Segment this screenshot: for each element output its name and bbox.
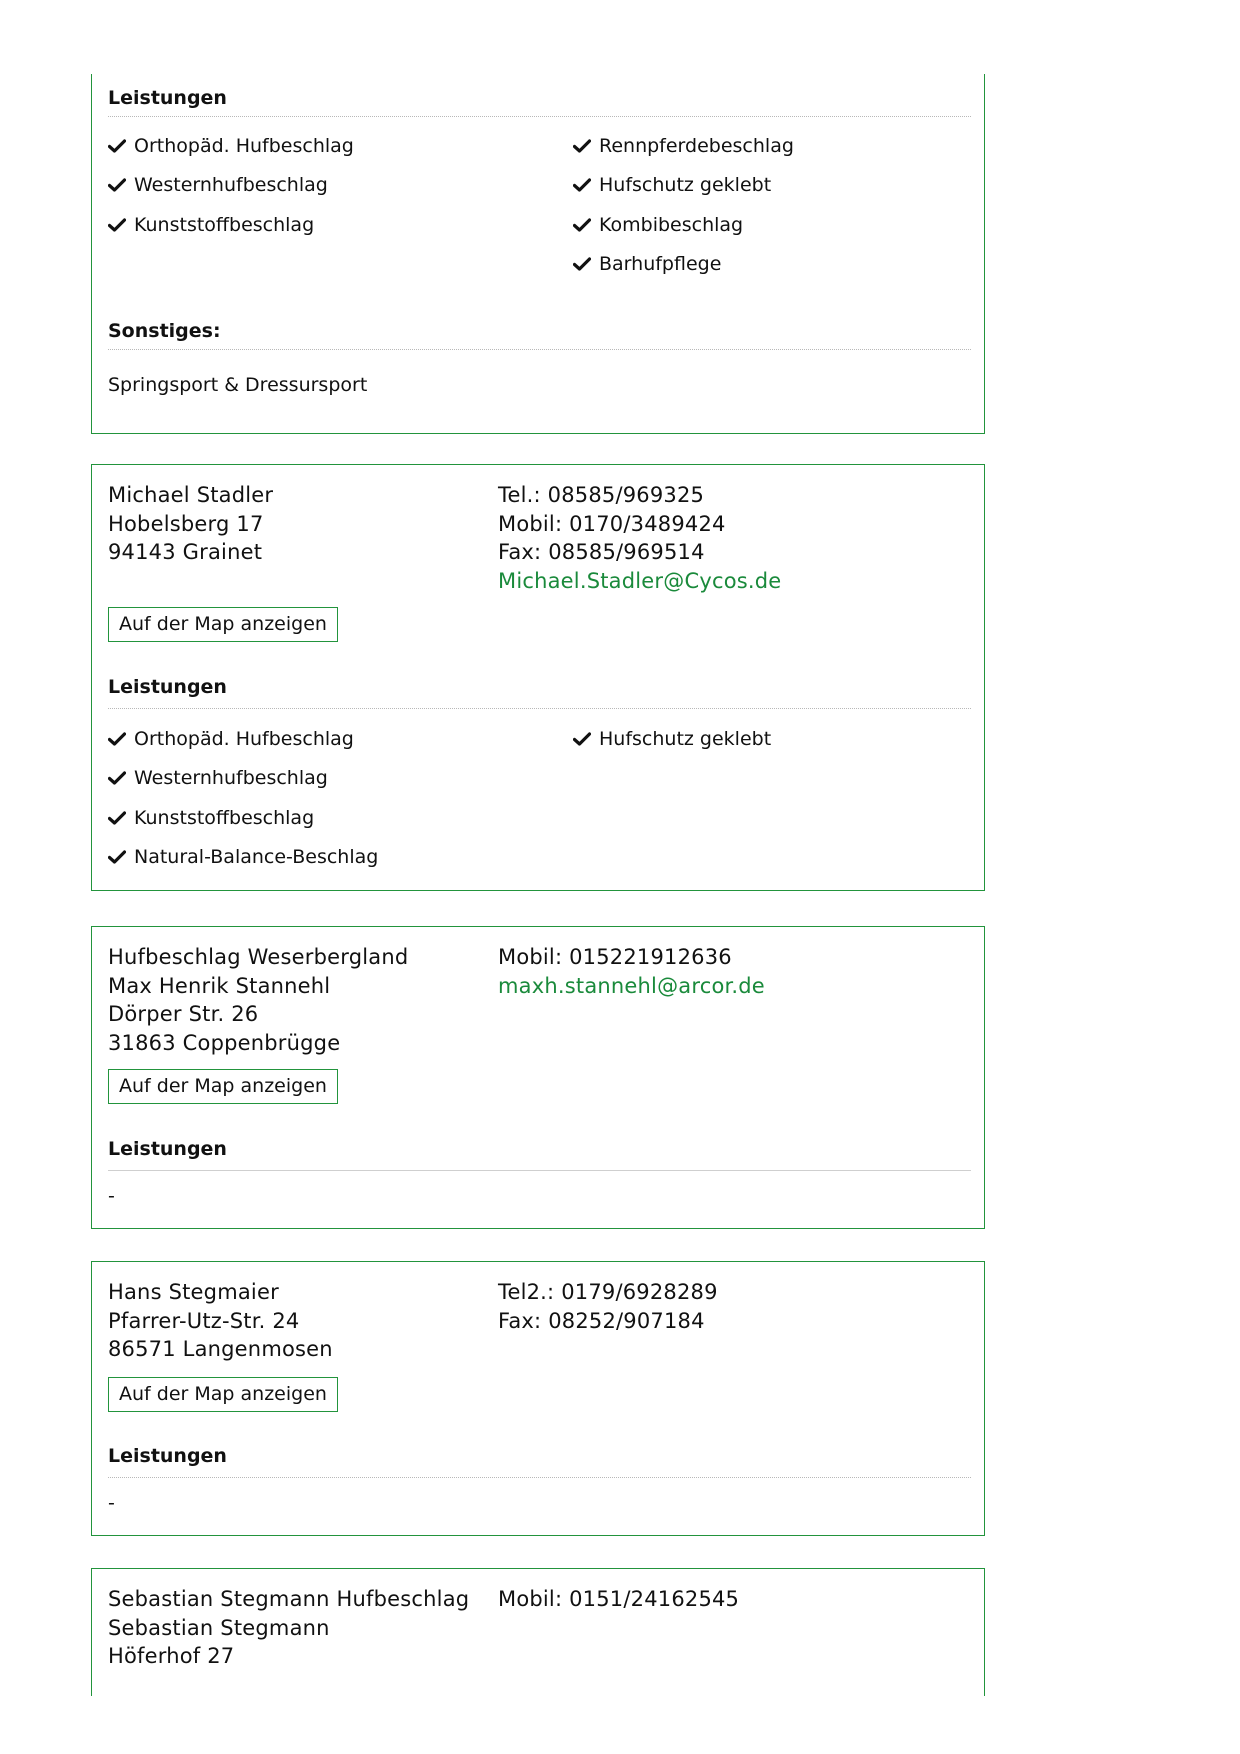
service-item: [573, 727, 771, 751]
misc-heading: Sonstiges:: [108, 320, 221, 342]
show-on-map-button[interactable]: Auf der Map anzeigen: [108, 1377, 338, 1412]
address-block: [108, 1585, 469, 1671]
check-icon: [108, 139, 126, 153]
divider: [108, 349, 971, 350]
contact-block: [498, 481, 781, 595]
provider-card: [91, 74, 985, 434]
check-icon: [573, 178, 591, 192]
provider-card: [91, 464, 985, 891]
address-line: Max Henrik Stannehl: [108, 973, 331, 998]
address-line: 94143 Grainet: [108, 540, 263, 564]
address-line: Höferhof 27: [108, 1644, 235, 1668]
divider: [108, 116, 971, 117]
service-item: [108, 134, 354, 158]
email-link[interactable]: Michael.Stadler@Cycos.de: [498, 568, 782, 593]
provider-card: [91, 926, 985, 1229]
service-label: Hufschutz geklebt: [599, 728, 772, 750]
address-block: [108, 481, 273, 567]
address-line: Dörper Str. 26: [108, 1002, 259, 1026]
check-icon: [108, 811, 126, 825]
check-icon: [108, 771, 126, 785]
services-heading: Leistungen: [108, 87, 227, 109]
service-item: [108, 806, 314, 830]
service-item: [573, 213, 743, 237]
contact-line: Tel2.: 0179/6928289: [498, 1280, 718, 1304]
address-line: Hans Stegmaier: [108, 1280, 279, 1304]
service-label: Kunststoffbeschlag: [134, 214, 315, 236]
divider: [108, 708, 971, 709]
address-line: Sebastian Stegmann: [108, 1615, 330, 1640]
services-heading: Leistungen: [108, 1445, 227, 1467]
check-icon: [108, 850, 126, 864]
contact-block: [498, 943, 765, 1000]
service-label: Westernhufbeschlag: [134, 767, 328, 789]
contact-line: Tel.: 08585/969325: [498, 483, 705, 507]
contact-line: Mobil: 0151/24162545: [498, 1587, 740, 1611]
contact-line: Fax: 08252/907184: [498, 1308, 705, 1333]
check-icon: [108, 218, 126, 232]
service-item: [108, 213, 314, 237]
service-label: Barhufpflege: [599, 253, 722, 275]
contact-line: Mobil: 0170/3489424: [498, 511, 726, 536]
check-icon: [108, 178, 126, 192]
contact-block: [498, 1278, 718, 1335]
address-line: 31863 Coppenbrügge: [108, 1030, 341, 1055]
address-line: Sebastian Stegmann Hufbeschlag: [108, 1587, 470, 1611]
divider: [108, 1477, 971, 1478]
show-on-map-button[interactable]: Auf der Map anzeigen: [108, 1069, 338, 1104]
service-item: [108, 727, 354, 751]
contact-line: Fax: 08585/969514: [498, 540, 705, 564]
address-line: Pfarrer-Utz-Str. 24: [108, 1308, 300, 1333]
contact-block: [498, 1585, 739, 1614]
show-on-map-button[interactable]: Auf der Map anzeigen: [108, 607, 338, 642]
address-line: Michael Stadler: [108, 483, 274, 507]
provider-card: [91, 1568, 985, 1696]
service-label: Orthopäd. Hufbeschlag: [134, 728, 354, 750]
service-item: [573, 173, 771, 197]
address-block: [108, 1278, 333, 1364]
services-heading: Leistungen: [108, 1138, 227, 1160]
address-block: [108, 943, 408, 1057]
misc-text: Springsport & Dressursport: [108, 374, 368, 396]
service-label: Kunststoffbeschlag: [134, 807, 315, 829]
services-empty: -: [108, 1185, 115, 1207]
service-label: Orthopäd. Hufbeschlag: [134, 135, 354, 157]
check-icon: [108, 732, 126, 746]
email-link[interactable]: maxh.stannehl@arcor.de: [498, 973, 765, 998]
check-icon: [573, 139, 591, 153]
address-line: Hobelsberg 17: [108, 511, 264, 536]
service-item: [573, 134, 794, 158]
service-item: [573, 252, 721, 276]
service-label: Hufschutz geklebt: [599, 174, 772, 196]
service-item: [108, 766, 328, 790]
service-label: Natural-Balance-Beschlag: [134, 846, 379, 868]
check-icon: [573, 257, 591, 271]
provider-card: [91, 1261, 985, 1536]
service-item: [108, 845, 378, 869]
service-label: Kombibeschlag: [599, 214, 744, 236]
service-item: [108, 173, 328, 197]
service-label: Westernhufbeschlag: [134, 174, 328, 196]
check-icon: [573, 732, 591, 746]
services-empty: -: [108, 1492, 115, 1514]
address-line: Hufbeschlag Weserbergland: [108, 945, 409, 969]
services-heading: Leistungen: [108, 676, 227, 698]
divider: [108, 1170, 971, 1171]
contact-line: Mobil: 015221912636: [498, 945, 732, 969]
check-icon: [573, 218, 591, 232]
address-line: 86571 Langenmosen: [108, 1337, 333, 1361]
service-label: Rennpferdebeschlag: [599, 135, 794, 157]
